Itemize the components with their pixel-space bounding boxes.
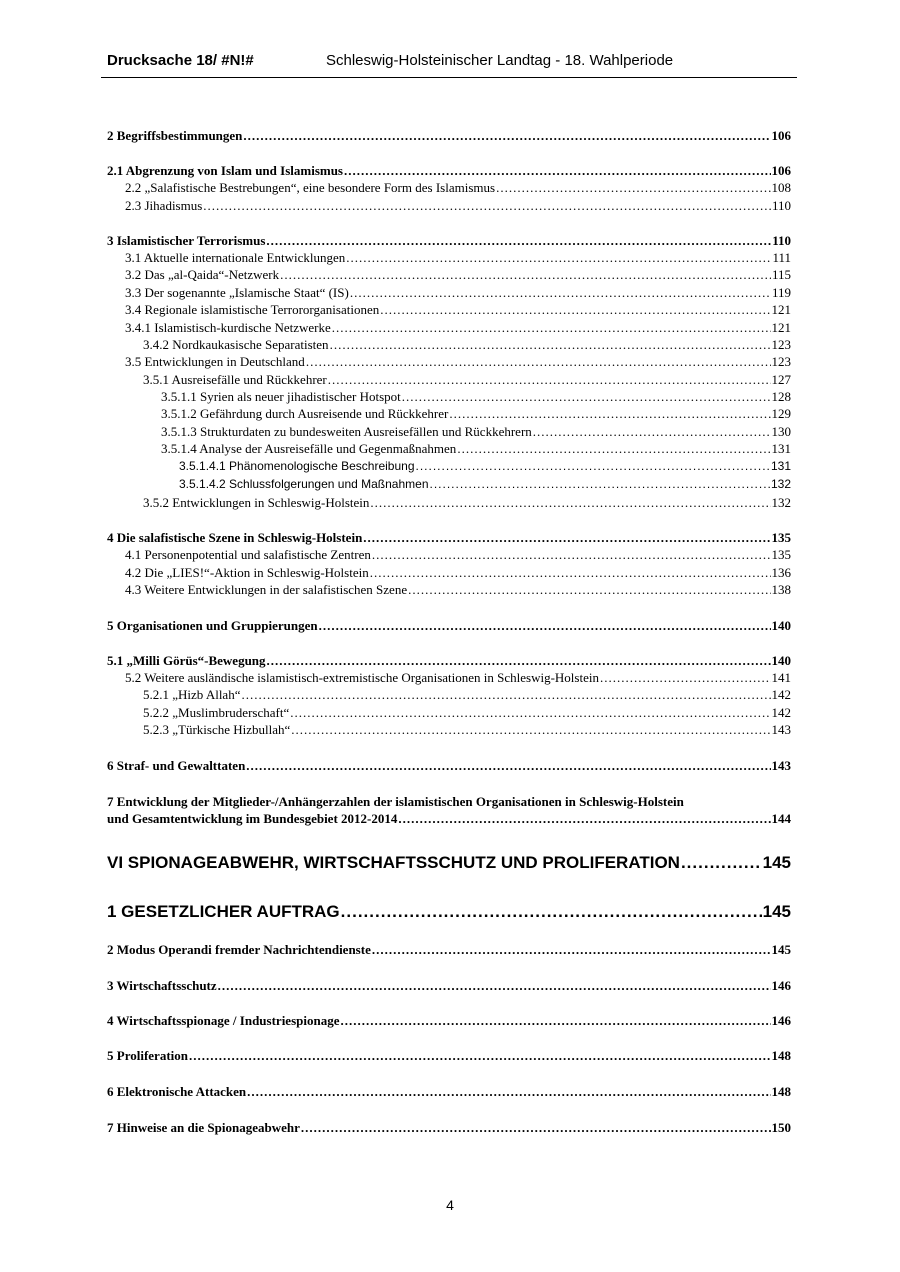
toc-entry[interactable]: 4 Wirtschaftsspionage / Industriespionage ..... 146 (107, 1012, 791, 1029)
toc-entry[interactable]: 2.1 Abgrenzung von Islam und Islamismus ..... 106 (107, 162, 791, 179)
toc-entry[interactable]: 5.2.3 „Türkische Hizbullah“ ..... 143 (143, 721, 791, 738)
toc-entry[interactable]: 7 Hinweise an die Spionageabwehr ..... 150 (107, 1119, 791, 1136)
toc-entry[interactable]: 2.3 Jihadismus ..... 110 (125, 197, 791, 214)
toc-entry[interactable]: 6 Elektronische Attacken ..... 148 (107, 1083, 791, 1100)
toc-entry[interactable]: 3.5.2 Entwicklungen in Schleswig-Holstein ..... 132 (143, 494, 791, 511)
toc-entry[interactable]: 3.4.2 Nordkaukasische Separatisten ..... 123 (143, 336, 791, 353)
toc-entry[interactable]: 5 Proliferation ..... 148 (107, 1047, 791, 1064)
document-reference: Drucksache 18/ #N!# (107, 52, 254, 69)
toc-entry[interactable]: 3.4.1 Islamistisch-kurdische Netzwerke ..... 121 (125, 319, 791, 336)
toc-entry[interactable]: 3.5.1.2 Gefährdung durch Ausreisende und Rückkehrer ..... 129 (161, 405, 791, 422)
page-number: 4 (446, 1197, 454, 1213)
toc-entry[interactable]: 5.2.2 „Muslimbruderschaft“ ..... 142 (143, 704, 791, 721)
toc-entry[interactable]: 4.3 Weitere Entwicklungen in der salafistischen Szene ..... 138 (125, 581, 791, 598)
toc-entry[interactable]: 3.2 Das „al-Qaida“-Netzwerk ..... 115 (125, 266, 791, 283)
header-title: Schleswig-Holsteinischer Landtag - 18. Wahlperiode (326, 52, 674, 69)
toc-entry[interactable]: 5.1 „Milli Görüs“-Bewegung ..... 140 (107, 652, 791, 669)
toc-entry[interactable]: 4 Die salafistische Szene in Schleswig-Holstein ..... 135 (107, 529, 791, 546)
toc-entry[interactable]: 3.5.1.4 Analyse der Ausreisefälle und Gegenmaßnahmen ..... 131 (161, 440, 791, 457)
header-rule (101, 77, 797, 78)
toc-entry[interactable]: 3.5.1 Ausreisefälle und Rückkehrer ..... 127 (143, 371, 791, 388)
toc-entry[interactable]: 5 Organisationen und Gruppierungen ..... 140 (107, 617, 791, 634)
toc-entry[interactable]: 2 Begriffsbestimmungen ..... 106 (107, 127, 791, 144)
toc-entry[interactable]: 3.5.1.4.1 Phänomenologische Beschreibung ..... 131 (179, 458, 791, 475)
toc-entry[interactable]: 4.2 Die „LIES!“-Aktion in Schleswig-Holstein ..... 136 (125, 564, 791, 581)
toc-entry[interactable]: 4.1 Personenpotential und salafistische Zentren ..... 135 (125, 546, 791, 563)
toc-entry[interactable]: 3.5.1.3 Strukturdaten zu bundesweiten Ausreisefällen und Rückkehrern ..... 130 (161, 423, 791, 440)
toc-entry[interactable]: 5.2 Weitere ausländische islamistisch-extremistische Organisationen in Schleswig-Holstein ..... 141 (125, 669, 791, 686)
toc-entry[interactable]: 2 Modus Operandi fremder Nachrichtendienste ..... 145 (107, 941, 791, 958)
toc-entry-first-line[interactable]: 7 Entwicklung der Mitglieder-/Anhängerzahlen der islamistischen Organisationen in Schleswig-Holstein (107, 794, 684, 809)
toc-entry[interactable]: 3.5.1.4.2 Schlussfolgerungen und Maßnahmen ..... 132 (179, 476, 791, 493)
toc-entry[interactable]: 5.2.1 „Hizb Allah“ ..... 142 (143, 686, 791, 703)
toc-entry[interactable]: 3.3 Der sogenannte „Islamische Staat“ (IS) ..... 119 (125, 284, 791, 301)
toc-entry[interactable]: und Gesamtentwicklung im Bundesgebiet 2012-2014 ..... 144 (107, 810, 791, 827)
toc-entry[interactable]: 3.1 Aktuelle internationale Entwicklungen ..... 111 (125, 249, 791, 266)
toc-entry[interactable]: 6 Straf- und Gewalttaten ..... 143 (107, 757, 791, 774)
toc-chapter[interactable]: VI SPIONAGEABWEHR, WIRTSCHAFTSSCHUTZ UND PROLIFERATION ..... 145 (107, 852, 791, 874)
page-header (107, 52, 797, 76)
toc-entry[interactable]: 2.2 „Salafistische Bestrebungen“, eine besondere Form des Islamismus ..... 108 (125, 179, 791, 196)
toc-entry[interactable]: 3 Wirtschaftsschutz ..... 146 (107, 977, 791, 994)
toc-entry[interactable]: 3.4 Regionale islamistische Terrororganisationen ..... 121 (125, 301, 791, 318)
toc-entry[interactable]: 3.5.1.1 Syrien als neuer jihadistischer Hotspot ..... 128 (161, 388, 791, 405)
toc-entry[interactable]: 3 Islamistischer Terrorismus ..... 110 (107, 232, 791, 249)
toc-chapter[interactable]: 1 GESETZLICHER AUFTRAG ..... 145 (107, 901, 791, 923)
toc-entry[interactable]: 3.5 Entwicklungen in Deutschland ..... 123 (125, 353, 791, 370)
